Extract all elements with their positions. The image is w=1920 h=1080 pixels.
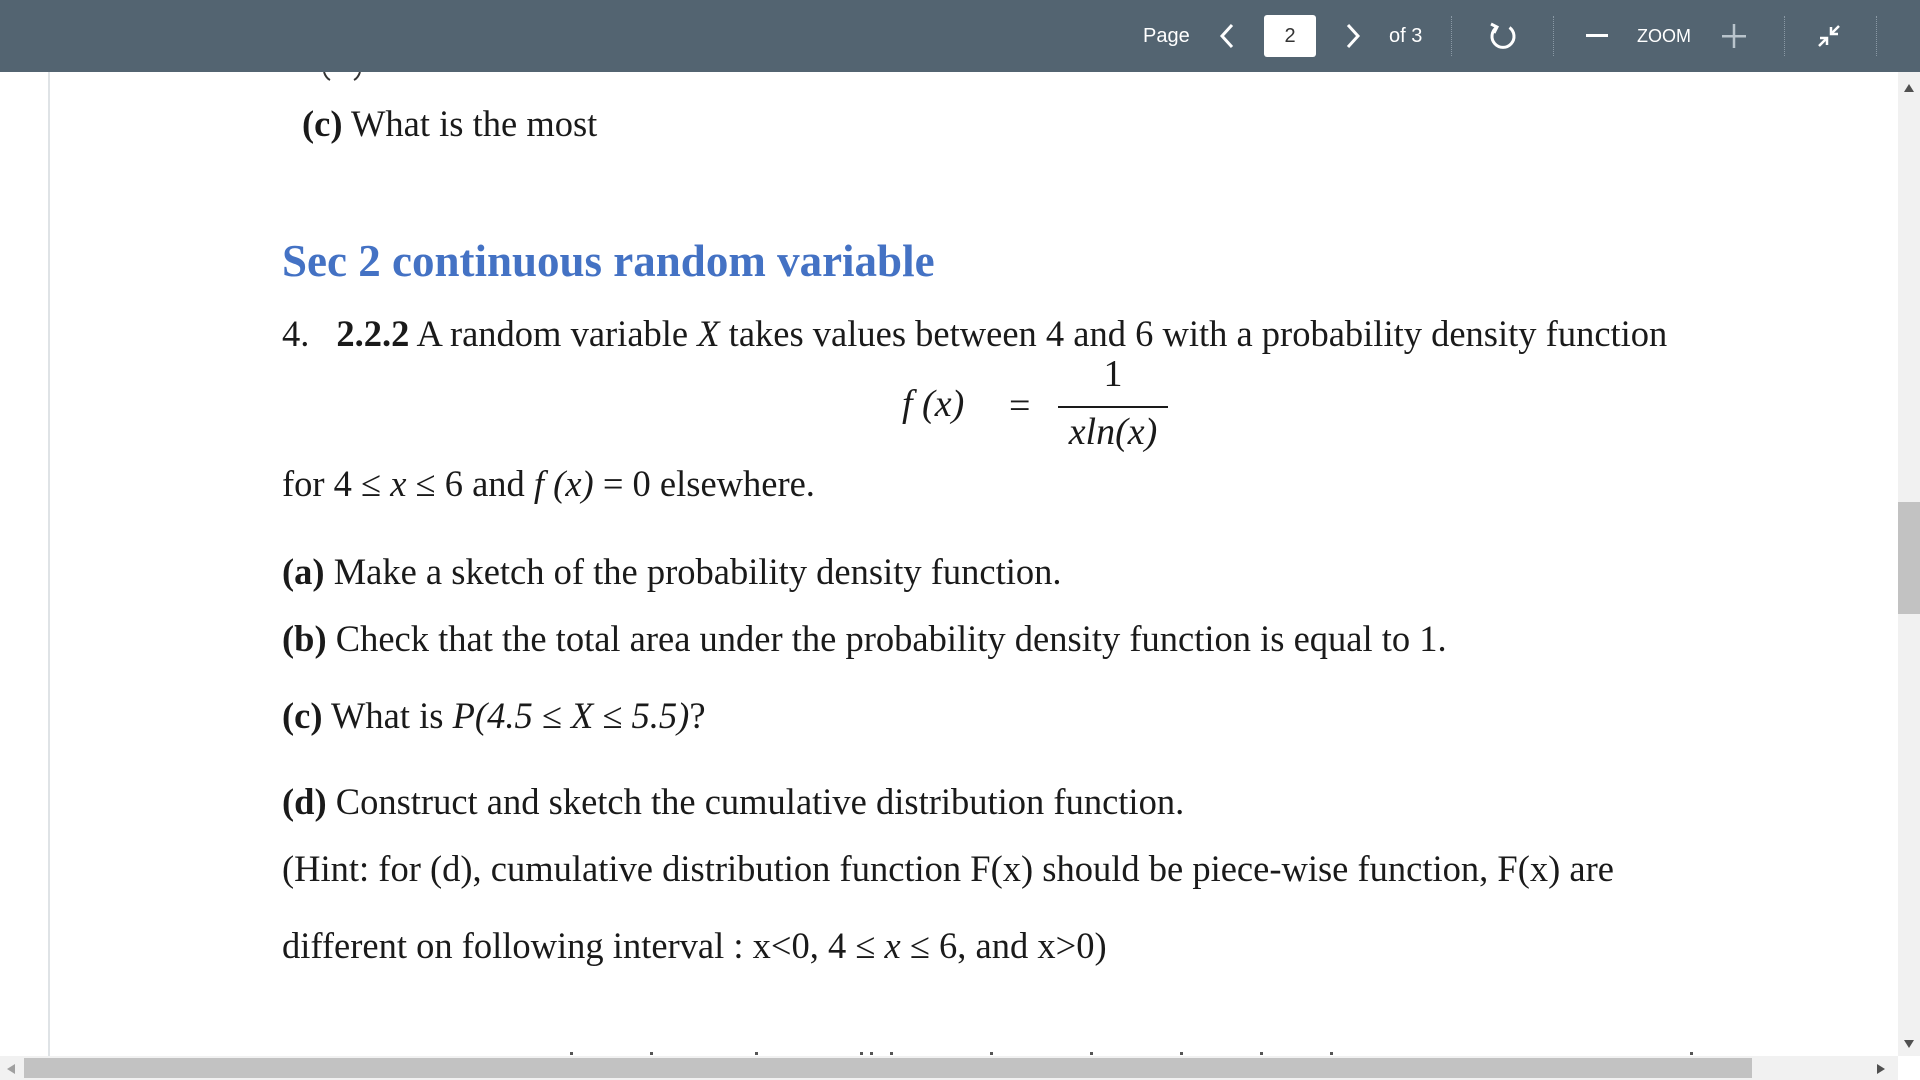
zoom-label: ZOOM [1637, 25, 1691, 46]
problem-text: A random variable [409, 313, 698, 354]
domain-func: f (x) [533, 463, 594, 504]
part-b [282, 617, 1447, 661]
domain-line [282, 462, 815, 506]
random-variable: X [697, 313, 720, 354]
rotate-icon [1487, 20, 1519, 52]
collapse-icon [1814, 21, 1844, 51]
scroll-down-button[interactable] [1903, 1036, 1915, 1054]
arrow-up-icon [1903, 83, 1915, 93]
part-text: ? [689, 695, 706, 736]
domain-text: = 0 elsewhere. [593, 463, 815, 504]
clipped-text-fragment [322, 72, 362, 82]
page-count-label: of 3 [1389, 24, 1423, 47]
problem-statement [282, 312, 1667, 356]
part-d [282, 780, 1184, 824]
rotate-button[interactable] [1487, 0, 1519, 72]
hint-text: different on following interval : x<0, 4 ≤ [282, 925, 885, 966]
toolbar-divider [1451, 16, 1452, 56]
horizontal-scroll-thumb[interactable] [24, 1058, 1752, 1078]
formula-lhs: f (x) [902, 383, 965, 425]
formula-equals: = [1009, 385, 1031, 427]
arrow-right-icon [1876, 1063, 1886, 1075]
prev-question-c [302, 102, 597, 146]
domain-text: ≤ 6 and [406, 463, 534, 504]
toolbar-divider [1553, 16, 1554, 56]
part-text: Construct and sketch the cumulative distribution function. [326, 781, 1185, 822]
part-label: (d) [282, 781, 327, 822]
zoom-out-button[interactable] [1586, 0, 1608, 72]
part-label: (a) [282, 551, 325, 592]
minus-icon [1586, 33, 1608, 39]
arrow-left-icon [6, 1063, 16, 1075]
toolbar-divider [1876, 16, 1877, 56]
chevron-right-icon [1344, 22, 1362, 50]
prev-page-button[interactable] [1218, 0, 1236, 72]
part-label: (b) [282, 618, 327, 659]
scroll-right-button[interactable] [1876, 1062, 1886, 1080]
hint-var: x [884, 925, 901, 966]
next-page-button[interactable] [1344, 0, 1362, 72]
chevron-left-icon [1218, 22, 1236, 50]
part-a [282, 550, 1061, 594]
vertical-scroll-thumb[interactable] [1898, 502, 1920, 614]
part-text: What is [322, 695, 453, 736]
toolbar-divider [1784, 16, 1785, 56]
section-heading: Sec 2 continuous random variable [282, 236, 935, 286]
part-c [282, 694, 706, 738]
domain-text: for 4 ≤ [282, 463, 391, 504]
hint-line-2 [282, 924, 1107, 968]
formula-denominator: xln(x) [1068, 411, 1158, 453]
hint-line-1: (Hint: for (d), cumulative distribution function F(x) should be piece-wise function, F(x) are [282, 848, 1614, 889]
page-label: Page [1143, 24, 1190, 47]
plus-icon [1722, 24, 1746, 48]
viewer-toolbar [0, 0, 1920, 72]
probability-expression: P(4.5 ≤ X ≤ 5.5) [452, 695, 690, 736]
document-viewport [0, 72, 1898, 1056]
problem-id: 2.2.2 [336, 313, 410, 354]
scroll-up-button[interactable] [1903, 80, 1915, 98]
zoom-in-button[interactable] [1722, 0, 1746, 72]
part-label: (c) [282, 695, 323, 736]
page-number-input[interactable] [1264, 15, 1316, 57]
problem-text: takes values between 4 and 6 with a probability density function [719, 313, 1668, 354]
part-label: (c) [302, 103, 343, 144]
part-text: What is the most [342, 103, 598, 144]
fraction-bar [1058, 406, 1168, 408]
domain-var: x [390, 463, 407, 504]
scroll-left-button[interactable] [6, 1062, 16, 1080]
problem-number: 4. [282, 313, 310, 354]
part-text: Make a sketch of the probability density function. [324, 551, 1062, 592]
hint-text: ≤ 6, and x>0) [900, 925, 1107, 966]
collapse-button[interactable] [1814, 0, 1844, 72]
arrow-down-icon [1903, 1039, 1915, 1049]
page-edge [48, 72, 50, 1056]
formula-numerator: 1 [1103, 353, 1123, 395]
part-text: Check that the total area under the probability density function is equal to 1. [326, 618, 1447, 659]
